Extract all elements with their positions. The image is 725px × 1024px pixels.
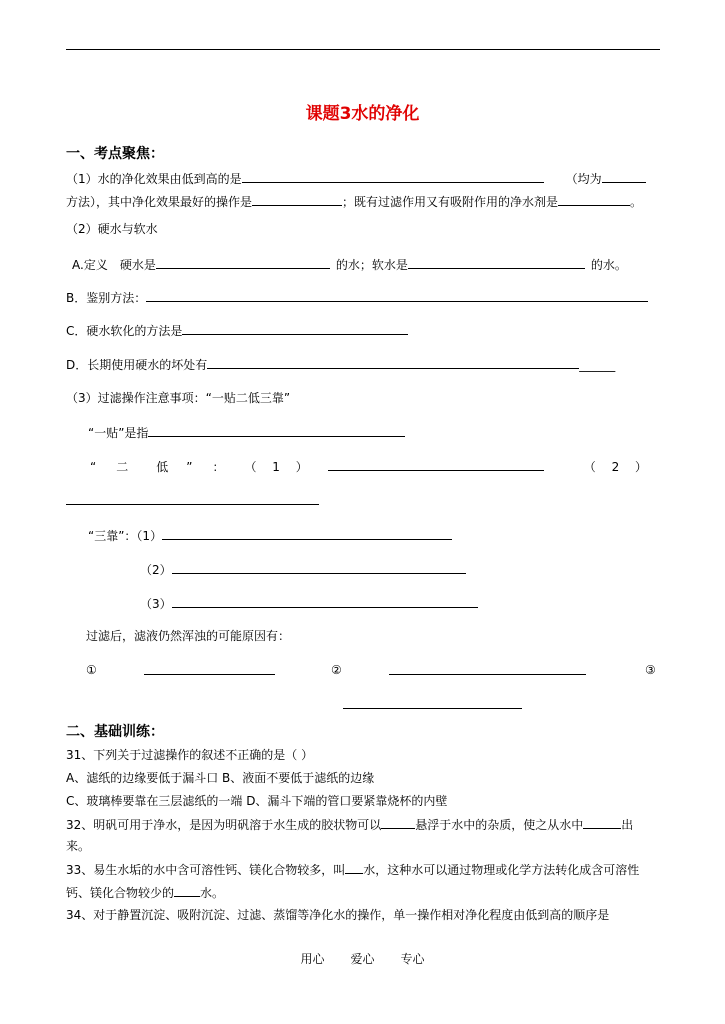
q2a-blank-1[interactable] (156, 256, 330, 269)
q1-blank-3[interactable] (252, 193, 342, 206)
reason-circle-3: ③ (645, 663, 656, 677)
q2b-label: B．鉴别方法： (66, 291, 147, 305)
q33-blank-2[interactable] (174, 884, 200, 897)
q2d-label: D．长期使用硬水的坏处有 (66, 358, 208, 372)
erdi-close-quote: ” (186, 460, 193, 474)
q2c-blank[interactable] (182, 322, 408, 335)
q2c-label: C．硬水软化的方法是 (66, 324, 183, 338)
erdi-p1: （ 1 ） (244, 460, 314, 474)
sankao-label-2: （2） (140, 563, 172, 577)
q1-blank-1[interactable] (242, 170, 544, 183)
section-heading-2: 二、基础训练： (66, 724, 164, 740)
page-title: 课题3水的净化 (305, 104, 420, 124)
q2a-label: A.定义 (72, 258, 108, 272)
q1-text-d: ；既有过滤作用又有吸附作用的净水剂是 (342, 195, 559, 209)
yitie-label: “一贴”是指 (88, 426, 149, 440)
sankao-blank-2[interactable] (172, 561, 466, 574)
q1-blank-4[interactable] (558, 193, 630, 206)
q2d-dash: ______ (579, 358, 616, 372)
q1-line2 (66, 193, 642, 210)
q33-text-a: 33、易生水垢的水中含可溶性钙、镁化合物较多，叫 (66, 863, 346, 877)
footer-text-2: 爱心 (350, 952, 375, 966)
sankao-label-1: “三靠”：（1） (88, 529, 163, 543)
q2b-line (66, 289, 648, 306)
q1-text-a: （1）水的净化效果由低到高的是 (66, 172, 242, 186)
q2a-text1: 硬水是 (119, 258, 156, 272)
q32-text-c: 出 (621, 818, 634, 832)
q33-line2 (66, 884, 224, 901)
yitie-line (88, 424, 405, 441)
q2a-text2: 的水；软水是 (335, 258, 408, 272)
q31-options-cd: C、玻璃棒要靠在三层滤纸的一端 D、漏斗下端的管口要紧靠烧杯的内壁 (66, 794, 448, 808)
sankao-blank-3[interactable] (172, 595, 478, 608)
q2a-blank-2[interactable] (408, 256, 585, 269)
sankao-line-3 (140, 595, 478, 612)
reason-blank-3[interactable] (343, 708, 522, 709)
erdi-p2: （ 2 ） (583, 460, 654, 474)
reason-circle-2: ② (331, 663, 342, 677)
q32-text-b: 悬浮于水中的杂质，使之从水中 (415, 818, 584, 832)
q33-line1 (66, 861, 639, 878)
erdi-line (90, 458, 653, 475)
q1-text-c: 方法），其中净化效果最好的操作是 (66, 195, 253, 209)
q1-text-b: （均为 (565, 172, 602, 186)
reason-line: 过滤后，滤液仍然浑浊的可能原因有： (86, 629, 291, 643)
erdi-char-1: 二 (116, 460, 129, 474)
sankao-line-1 (88, 527, 452, 544)
q1-end: 。 (630, 195, 643, 209)
q2a-line (72, 256, 627, 273)
erdi-colon: ： (212, 460, 225, 474)
q31-line: 31、下列关于过滤操作的叙述不正确的是（ ） (66, 748, 314, 762)
erdi-char-2: 低 (156, 460, 169, 474)
reason-blank-1[interactable] (144, 674, 275, 675)
q2a-text3: 的水。 (590, 258, 627, 272)
q34-line: 34、对于静置沉淀、吸附沉淀、过滤、蒸馏等净化水的操作，单一操作相对净化程度由低到高的顺序是 (66, 908, 610, 922)
sankao-blank-1[interactable] (162, 527, 452, 540)
q31-options-ab: A、滤纸的边缘要低于漏斗口 B、液面不要低于滤纸的边缘 (66, 771, 375, 785)
q32-blank-1[interactable] (381, 816, 415, 829)
q32-line2: 来。 (66, 839, 91, 853)
q32-line1 (66, 816, 633, 833)
q3-heading: （3）过滤操作注意事项：“一贴二低三靠” (66, 391, 291, 405)
footer-text-1: 用心 (300, 952, 325, 966)
sankao-line-2 (140, 561, 466, 578)
q1-blank-2[interactable] (602, 170, 646, 183)
section-heading-1: 一、考点聚焦： (66, 146, 164, 162)
reason-blank-2[interactable] (389, 674, 586, 675)
q2-heading: （2）硬水与软水 (66, 222, 158, 236)
q32-text-a: 32、明矾可用于净水，是因为明矾溶于水生成的胶状物可以 (66, 818, 382, 832)
q2d-blank[interactable] (207, 356, 579, 369)
erdi-blank-1[interactable] (328, 458, 544, 471)
q2b-blank[interactable] (146, 289, 648, 302)
q33-text-c: 钙、镁化合物较少的 (66, 886, 175, 900)
sankao-label-3: （3） (140, 597, 172, 611)
q33-text-d: 水。 (200, 886, 225, 900)
erdi-blank-2[interactable] (66, 504, 319, 505)
reason-circle-1: ① (86, 663, 97, 677)
yitie-blank[interactable] (148, 424, 405, 437)
footer-text-3: 专心 (400, 952, 425, 966)
q2d-line (66, 356, 615, 373)
q32-blank-2[interactable] (583, 816, 621, 829)
q33-text-b: 水，这种水可以通过物理或化学方法转化成含可溶性 (363, 863, 640, 877)
header-rule (66, 49, 660, 50)
erdi-open-quote: “ (90, 460, 97, 474)
q33-blank-1[interactable] (345, 861, 363, 874)
q1-line1 (66, 170, 646, 187)
q2c-line (66, 322, 408, 339)
page-footer (0, 950, 725, 967)
